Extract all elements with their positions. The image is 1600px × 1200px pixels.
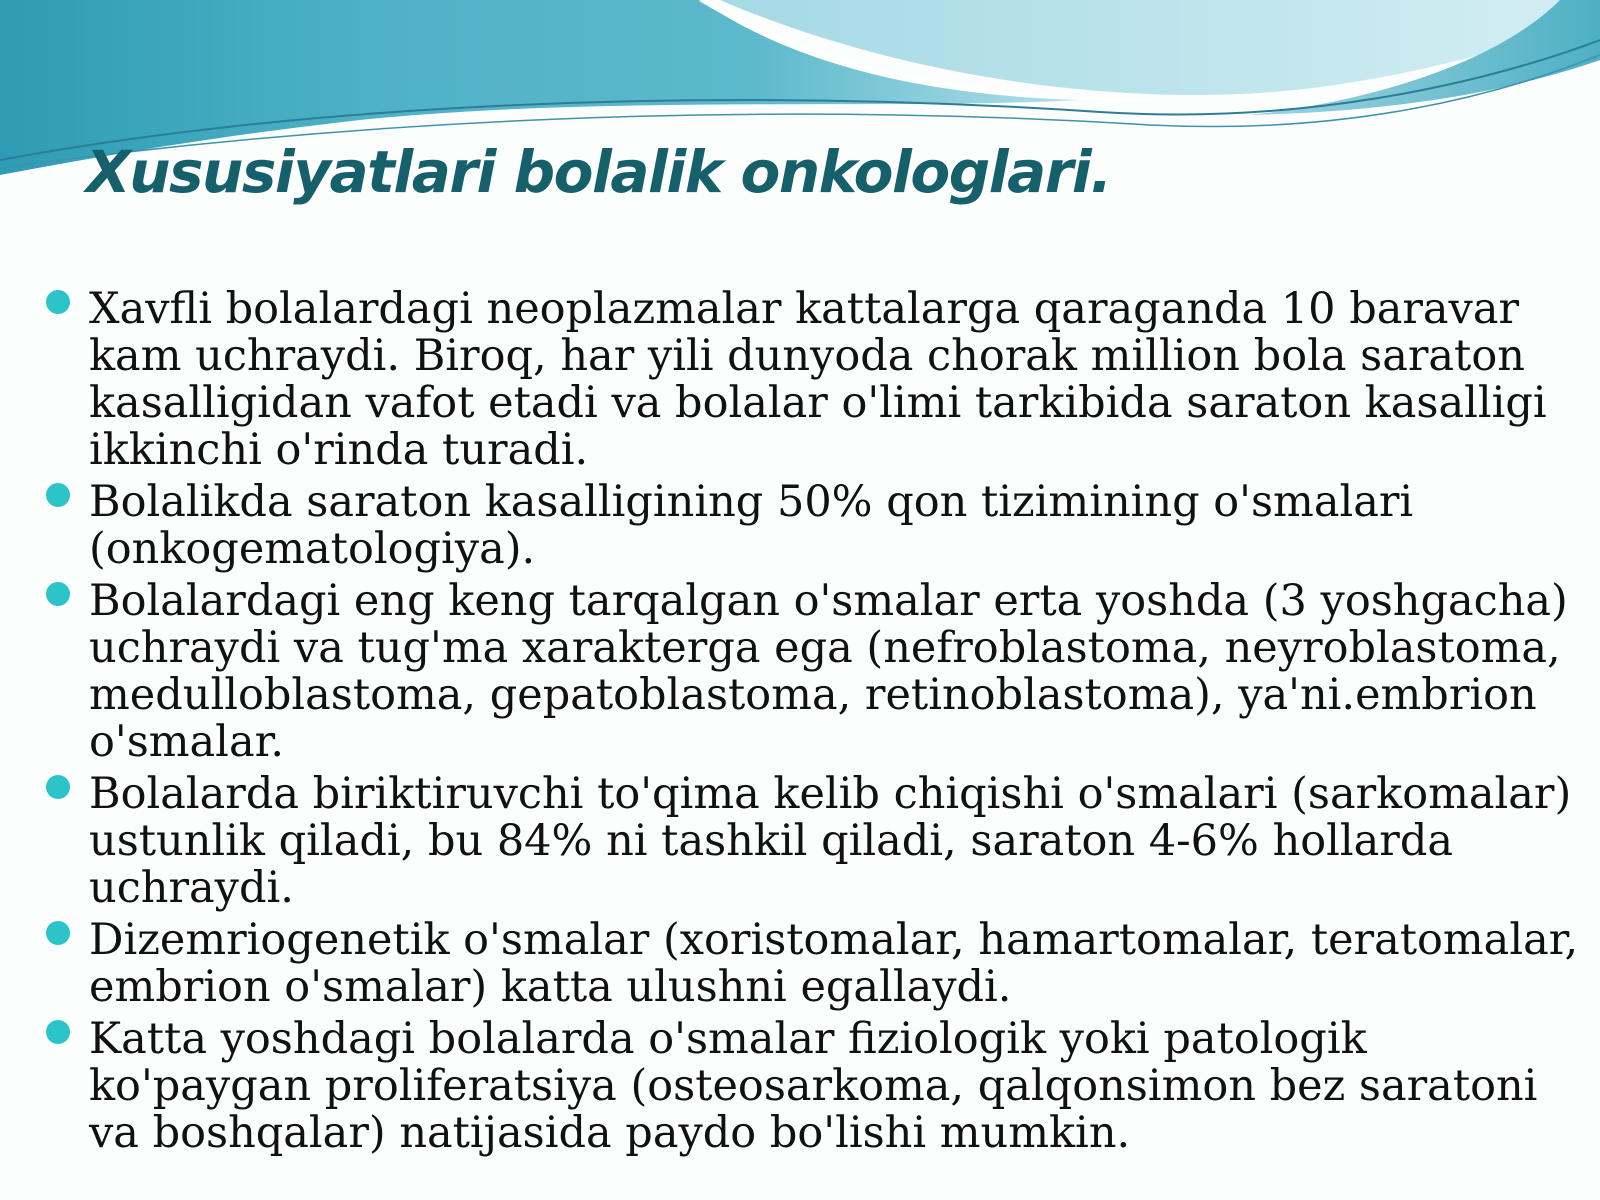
- bullet-dot-icon: [46, 483, 70, 507]
- bullet-list: [44, 286, 1584, 1162]
- bullet-dot-icon: [46, 1020, 70, 1044]
- slide-title: Xususiyatlari bolalik onkologlari.: [86, 138, 1111, 206]
- bullet-item: [44, 917, 1584, 1011]
- bullet-text: Bolalarda biriktiruvchi to'qima kelib chiqishi o'smalari (sarkomalar) ustunlik qiladi, bu 84% ni tashkil qiladi, saraton 4-6% hollarda uchraydi.: [89, 769, 1572, 913]
- bullet-text: Bolalikda saraton kasalligining 50% qon tizimining o'smalari (onkogematologiya).: [89, 477, 1414, 574]
- bullet-dot-icon: [46, 775, 70, 799]
- bullet-text: Bolalardagi eng keng tarqalgan o'smalar erta yoshda (3 yoshgacha) uchraydi va tug'ma xarakterga ega (nefroblastoma, neyroblastoma, medulloblastoma, gepatoblastoma, retinoblastoma), ya'ni.embrion o'smalar.: [89, 576, 1568, 767]
- bullet-item: [44, 578, 1584, 766]
- bullet-item: [44, 479, 1584, 573]
- bullet-item: [44, 286, 1584, 474]
- bullet-text: Katta yoshdagi bolalarda o'smalar fiziologik yoki patologik ko'paygan proliferatsiya (osteosarkoma, qalqonsimon bez saratoni va boshqalar) natijasida paydo bo'lishi mumkin.: [89, 1014, 1538, 1158]
- bullet-dot-icon: [46, 921, 70, 945]
- bullet-dot-icon: [46, 582, 70, 606]
- bullet-dot-icon: [46, 290, 70, 314]
- bullet-item: [44, 1016, 1584, 1157]
- header-wave-decoration: [0, 0, 1600, 260]
- bullet-text: Dizemriogenetik o'smalar (xoristomalar, hamartomalar, teratomalar, embrion o'smalar) katta ulushni egallaydi.: [89, 915, 1579, 1012]
- bullet-item: [44, 771, 1584, 912]
- bullet-text: Xavfli bolalardagi neoplazmalar kattalarga qaraganda 10 baravar kam uchraydi. Biroq, har yili dunyoda chorak million bola saraton kasalligidan vafot etadi va bolalar o'limi tarkibida saraton kasalligi ikkinchi o'rinda turadi.: [89, 284, 1547, 475]
